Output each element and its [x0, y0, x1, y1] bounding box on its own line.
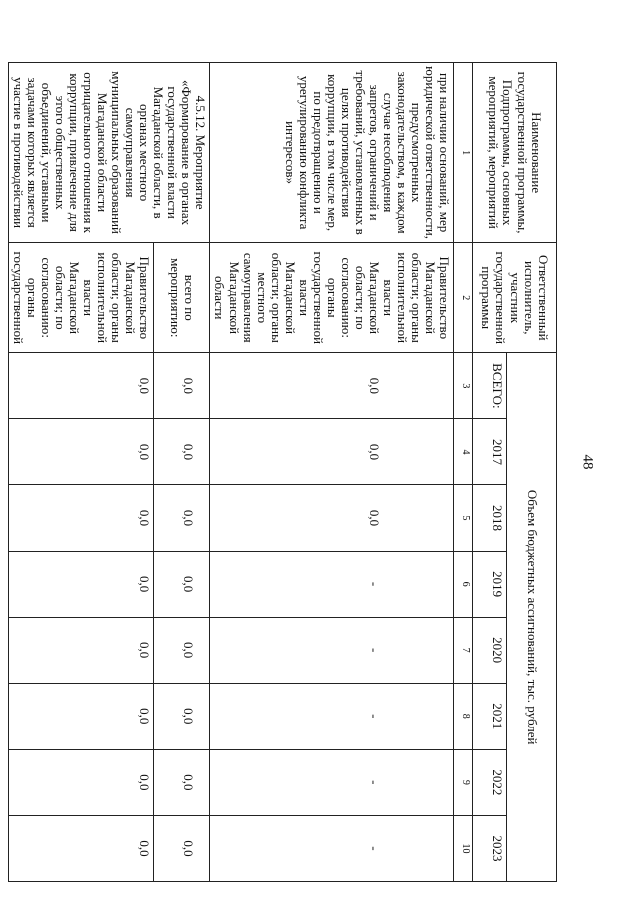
header-year: 2020 [473, 617, 507, 683]
value-cell: 0,0 [154, 683, 210, 749]
value-cell: 0,0 [9, 815, 154, 881]
value-cell: 0,0 [9, 353, 154, 419]
column-index: 9 [454, 749, 473, 815]
row-executor: Правительство Магаданской области; органы исполнительной власти Магаданской области; по согласованию: органы государственной [9, 243, 154, 353]
table-row [154, 63, 210, 882]
value-cell: 0,0 [154, 617, 210, 683]
column-index: 4 [454, 419, 473, 485]
value-cell: 0,0 [154, 419, 210, 485]
header-executor: Ответственный исполнитель, участник государственной программы [473, 243, 557, 353]
row-measure-text: при наличии оснований, мер юридической ответственности, предусмотренных законодательством, в каждом случае несоблюдения запретов, ограничений и требований, установленных в целях противодействия коррупции, в том числе мер, по предотвращению и урегулированию конфликта интересов» [210, 63, 454, 243]
value-cell: 0,0 [154, 749, 210, 815]
column-index: 10 [454, 815, 473, 881]
header-program-name: Наименование государственной программы, Подпрограммы, основных мероприятий, мероприятий [473, 63, 557, 243]
value-cell: 0,0 [210, 419, 454, 485]
value-cell: 0,0 [9, 749, 154, 815]
column-index: 3 [454, 353, 473, 419]
header-year: 2019 [473, 551, 507, 617]
column-index: 6 [454, 551, 473, 617]
value-cell: 0,0 [9, 485, 154, 551]
value-cell: 0,0 [9, 617, 154, 683]
value-cell: - [210, 683, 454, 749]
value-cell: 0,0 [154, 353, 210, 419]
value-cell: 0,0 [9, 419, 154, 485]
value-cell: 0,0 [154, 551, 210, 617]
column-index: 7 [454, 617, 473, 683]
budget-table [8, 62, 557, 882]
column-index: 2 [454, 243, 473, 353]
value-cell: 0,0 [210, 353, 454, 419]
column-index: 1 [454, 63, 473, 243]
page-number: 48 [579, 454, 596, 470]
value-cell: 0,0 [9, 551, 154, 617]
value-cell: 0,0 [154, 485, 210, 551]
header-year: 2017 [473, 419, 507, 485]
header-year: 2021 [473, 683, 507, 749]
header-year: 2023 [473, 815, 507, 881]
header-year: 2018 [473, 485, 507, 551]
header-total: ВСЕГО: [473, 353, 507, 419]
rotated-table-container [11, 62, 557, 882]
value-cell: - [210, 749, 454, 815]
value-cell: - [210, 617, 454, 683]
row-executor: Правительство Магаданской области; органы исполнительной власти Магаданской области; по согласованию: органы государственной власти Магаданской области; органы местного самоуправления Магаданской области [210, 243, 454, 353]
table-row [210, 63, 454, 882]
value-cell: 0,0 [154, 815, 210, 881]
header-year: 2022 [473, 749, 507, 815]
value-cell: - [210, 551, 454, 617]
value-cell: - [210, 815, 454, 881]
column-index: 5 [454, 485, 473, 551]
column-index: 8 [454, 683, 473, 749]
value-cell: 0,0 [9, 683, 154, 749]
row-measure-text: 4.5.12. Мероприятие «Формирование в органах государственной власти Магаданской области, в органах местного самоуправления муниципальных образований Магаданской области отрицательного отношения к коррупции, привлечение для этого общественных объединений, уставными задачами которых является участие в противодействии [9, 63, 210, 243]
value-cell: 0,0 [210, 485, 454, 551]
header-budget-group: Объем бюджетных ассигнований, тыс. рублей [507, 353, 557, 882]
row-executor-total: всего по мероприятию: [154, 243, 210, 353]
